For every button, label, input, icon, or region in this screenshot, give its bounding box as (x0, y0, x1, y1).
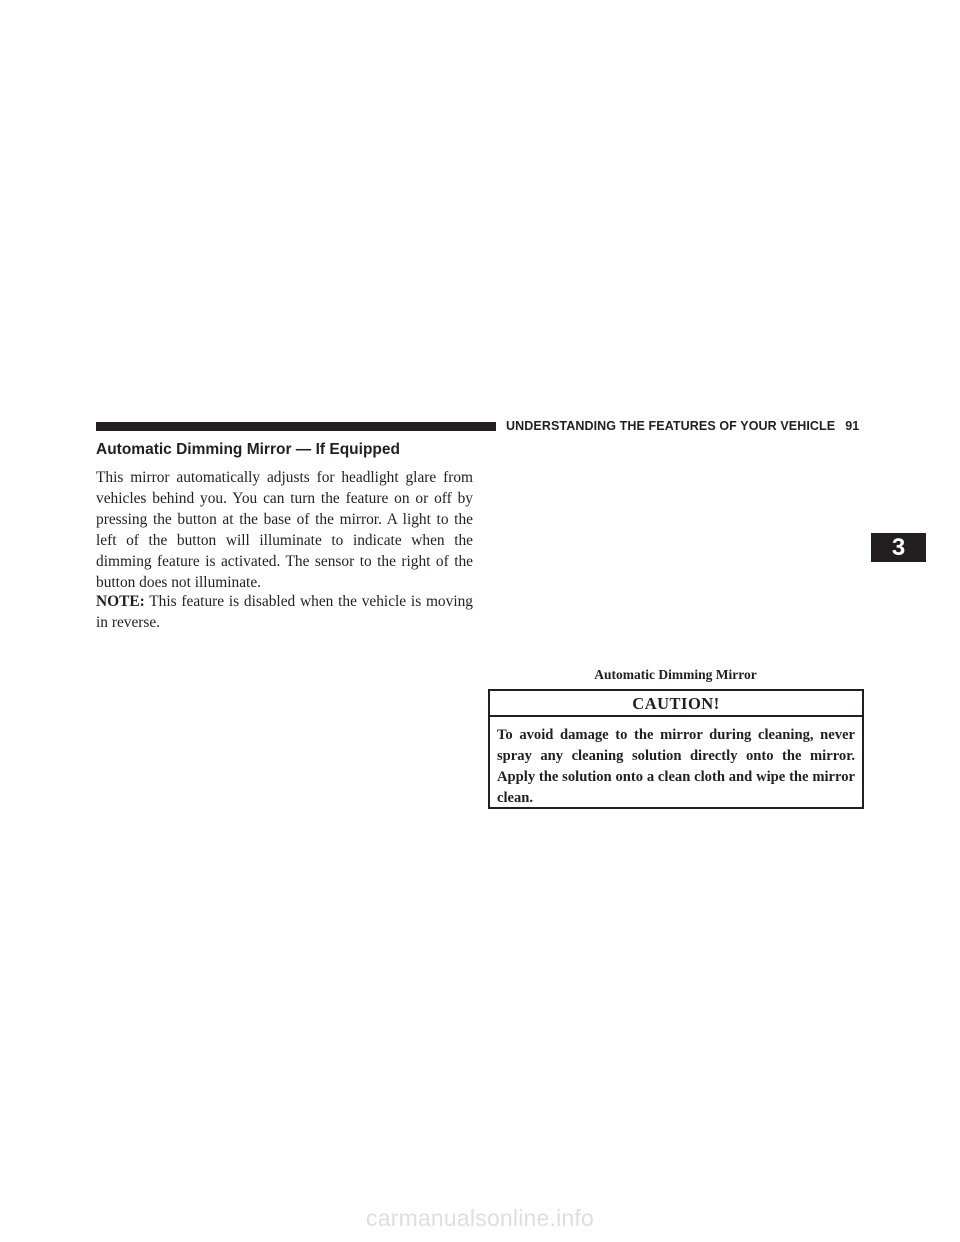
page-number: 91 (845, 419, 860, 433)
note-paragraph (96, 591, 473, 633)
running-header (506, 419, 866, 433)
caution-title: CAUTION! (490, 691, 862, 717)
chapter-tab: 3 (871, 533, 926, 562)
caution-text: To avoid damage to the mirror during cleaning, never spray any cleaning solution directly onto the mirror. Apply the solution onto a clean cloth and wipe the mirror clean. (497, 727, 855, 806)
note-text: This feature is disabled when the vehicle is moving in reverse. (96, 593, 473, 631)
caution-box (488, 689, 864, 809)
body-paragraph: This mirror automatically adjusts for headlight glare from vehicles behind you. You can turn the feature on or off by pressing the button at the base of the mirror. A light to the left of the button will illuminate to indicate when the dimming feature is activated. The sensor to the right of the button does not illuminate. (96, 469, 473, 591)
header-rule (96, 422, 496, 431)
figure-caption: Automatic Dimming Mirror (594, 667, 757, 682)
section-heading: Automatic Dimming Mirror — If Equipped (96, 441, 400, 458)
running-header-title: UNDERSTANDING THE FEATURES OF YOUR VEHICLE (506, 419, 836, 433)
watermark-text: carmanualsonline.info (366, 1205, 594, 1231)
note-label: NOTE: (96, 593, 145, 610)
